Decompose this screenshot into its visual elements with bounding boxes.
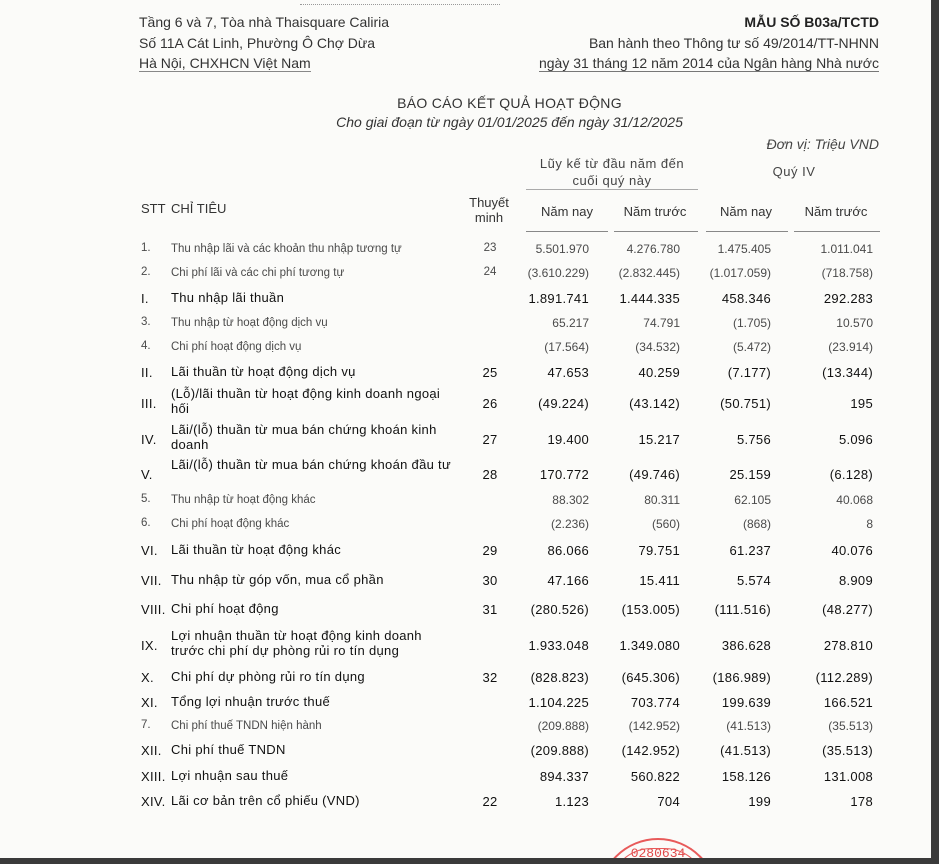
row-indicator: (Lỗ)/lãi thuần từ hoạt động kinh doanh ngoại hối xyxy=(171,386,441,416)
row-value-q4-previous: 178 xyxy=(850,794,873,809)
row-stt: I. xyxy=(141,291,149,306)
company-seal-text: 0280634 xyxy=(630,846,686,858)
row-stt: VI. xyxy=(141,543,158,558)
row-value-q4-current: (868) xyxy=(742,517,771,531)
row-value-ytd-previous: 4.276.780 xyxy=(626,242,680,256)
company-seal-inner-ring xyxy=(610,848,706,858)
row-value-ytd-previous: 79.751 xyxy=(638,543,680,558)
row-stt: XI. xyxy=(141,695,158,710)
company-seal xyxy=(598,838,718,858)
row-value-ytd-previous: 15.217 xyxy=(638,432,680,447)
form-number: MẪU SỐ B03a/TCTD xyxy=(744,14,879,30)
row-stt: IX. xyxy=(141,638,158,653)
row-note: 23 xyxy=(483,242,497,254)
row-note: 24 xyxy=(483,266,497,278)
row-value-ytd-previous: (49.746) xyxy=(629,467,680,482)
row-indicator: Thu nhập lãi và các khoản thu nhập tương tự xyxy=(171,243,402,255)
row-stt: XIII. xyxy=(141,769,166,784)
column-header-note-line2: minh xyxy=(474,210,504,225)
row-value-ytd-previous: 704 xyxy=(657,794,680,809)
report-period: Cho giai đoạn từ ngày 01/01/2025 đến ngày 31/12/2025 xyxy=(336,114,683,130)
row-value-q4-previous: 166.521 xyxy=(823,695,873,710)
row-stt: II. xyxy=(141,365,153,380)
row-indicator: Chi phí hoạt động xyxy=(171,601,279,616)
row-value-q4-current: 25.159 xyxy=(729,467,771,482)
column-group-ytd xyxy=(522,155,702,189)
row-value-q4-current: 386.628 xyxy=(721,638,771,653)
row-stt: IV. xyxy=(141,432,157,447)
column-header-stt: STT xyxy=(141,201,166,216)
row-value-q4-current: (41.513) xyxy=(720,743,771,758)
row-indicator: Lãi thuần từ hoạt động dịch vụ xyxy=(171,364,356,379)
row-value-ytd-previous: (142.952) xyxy=(628,719,680,733)
row-value-ytd-previous: (645.306) xyxy=(621,670,680,685)
row-value-ytd-previous: 74.791 xyxy=(643,316,680,330)
row-stt: VII. xyxy=(141,573,162,588)
column-header-note xyxy=(462,195,516,225)
column-header-ytd-previous: Năm trước xyxy=(623,204,687,219)
row-value-q4-previous: (112.289) xyxy=(815,670,873,685)
row-value-ytd-current: (3.610.229) xyxy=(527,266,589,280)
column-group-ytd-line1: Lũy kế từ đầu năm đến xyxy=(539,156,685,171)
row-value-q4-current: 61.237 xyxy=(729,543,771,558)
column-header-note-line1: Thuyết xyxy=(469,195,509,210)
row-value-q4-previous: (48.277) xyxy=(822,602,873,617)
row-indicator: Chi phí dự phòng rủi ro tín dụng xyxy=(171,669,365,684)
row-value-q4-previous: 40.068 xyxy=(836,493,873,507)
row-stt: III. xyxy=(141,396,157,411)
row-value-ytd-previous: 1.444.335 xyxy=(619,291,680,306)
column-header-q4-current: Năm nay xyxy=(719,204,773,219)
row-value-q4-previous: 131.008 xyxy=(823,769,873,784)
row-value-q4-current: (7.177) xyxy=(727,365,771,380)
row-value-q4-current: (50.751) xyxy=(720,396,771,411)
group-underline-ytd xyxy=(526,189,698,190)
row-value-q4-current: 199.639 xyxy=(721,695,771,710)
row-value-q4-current: 5.756 xyxy=(736,432,771,447)
row-value-ytd-previous: (34.532) xyxy=(635,340,680,354)
row-value-ytd-current: 5.501.970 xyxy=(535,242,589,256)
row-value-ytd-previous: (153.005) xyxy=(621,602,680,617)
row-stt: 7. xyxy=(141,719,151,731)
row-value-q4-current: 62.105 xyxy=(734,493,771,507)
row-indicator: Tổng lợi nhuận trước thuế xyxy=(171,694,330,709)
currency-unit: Đơn vị: Triệu VND xyxy=(766,136,879,152)
row-stt: V. xyxy=(141,467,153,482)
row-value-ytd-previous: (2.832.445) xyxy=(618,266,680,280)
column-group-ytd-line2: cuối quý này xyxy=(572,173,652,188)
row-stt: 1. xyxy=(141,242,151,254)
row-note: 25 xyxy=(482,365,498,380)
header-underline-3 xyxy=(706,231,788,232)
row-note: 29 xyxy=(482,543,498,558)
row-indicator: Thu nhập từ góp vốn, mua cổ phần xyxy=(171,572,384,587)
cropped-top-text xyxy=(300,0,500,5)
row-indicator: Lãi/(lỗ) thuần từ mua bán chứng khoán đầu tư xyxy=(171,457,451,472)
row-value-ytd-previous: 15.411 xyxy=(639,573,680,588)
row-value-ytd-previous: 40.259 xyxy=(638,365,680,380)
row-value-ytd-current: 1.123 xyxy=(554,794,589,809)
row-indicator: Thu nhập từ hoạt động khác xyxy=(171,494,316,506)
row-value-ytd-previous: (142.952) xyxy=(621,743,680,758)
row-value-q4-previous: 1.011.041 xyxy=(820,242,873,256)
row-value-q4-current: 458.346 xyxy=(721,291,771,306)
regulation-line: Ban hành theo Thông tư số 49/2014/TT-NHNN xyxy=(588,34,879,51)
row-value-ytd-previous: (43.142) xyxy=(629,396,680,411)
row-value-ytd-current: (209.888) xyxy=(537,719,589,733)
row-value-q4-previous: (718.758) xyxy=(821,266,873,280)
row-value-ytd-current: 894.337 xyxy=(539,769,589,784)
row-note: 32 xyxy=(482,670,498,685)
row-value-q4-current: 5.574 xyxy=(736,573,771,588)
row-stt: 2. xyxy=(141,266,151,278)
row-value-q4-previous: 195 xyxy=(850,396,873,411)
row-indicator: Chi phí hoạt động dịch vụ xyxy=(171,341,302,353)
row-value-q4-previous: 5.096 xyxy=(838,432,873,447)
row-indicator: Chi phí hoạt động khác xyxy=(171,518,290,530)
row-value-q4-previous: 292.283 xyxy=(823,291,873,306)
row-indicator: Chi phí thuế TNDN xyxy=(171,742,286,757)
row-value-ytd-current: (828.823) xyxy=(530,670,589,685)
row-indicator: Thu nhập lãi thuần xyxy=(171,290,285,305)
row-stt: XIV. xyxy=(141,794,166,809)
row-value-ytd-current: 1.891.741 xyxy=(528,291,589,306)
company-address xyxy=(139,12,389,74)
row-value-ytd-current: (49.224) xyxy=(538,396,589,411)
header-underline-4 xyxy=(794,231,880,232)
row-stt: 4. xyxy=(141,340,151,352)
row-indicator: Chi phí thuế TNDN hiện hành xyxy=(171,720,322,732)
row-value-q4-current: (41.513) xyxy=(726,719,771,733)
row-value-ytd-previous: (560) xyxy=(651,517,680,531)
row-note: 22 xyxy=(482,794,498,809)
row-value-ytd-previous: 560.822 xyxy=(630,769,680,784)
row-value-q4-current: 1.475.405 xyxy=(717,242,771,256)
row-value-q4-previous: 40.076 xyxy=(831,543,873,558)
row-note: 28 xyxy=(482,467,498,482)
column-header-ytd-current: Năm nay xyxy=(540,204,594,219)
row-value-ytd-current: 86.066 xyxy=(547,543,589,558)
row-value-ytd-current: 65.217 xyxy=(552,316,589,330)
row-value-q4-current: (1.017.059) xyxy=(709,266,771,280)
row-stt: X. xyxy=(141,670,154,685)
row-value-q4-previous: (23.914) xyxy=(828,340,873,354)
row-note: 31 xyxy=(482,602,498,617)
row-value-q4-previous: 8 xyxy=(866,517,873,531)
row-value-q4-previous: 10.570 xyxy=(836,316,873,330)
row-value-q4-current: (111.516) xyxy=(714,602,771,617)
row-value-ytd-current: 88.302 xyxy=(552,493,589,507)
row-value-q4-current: 199 xyxy=(748,794,771,809)
row-indicator: Chi phí lãi và các chi phí tương tự xyxy=(171,267,345,279)
row-value-ytd-current: 47.653 xyxy=(547,365,589,380)
report-title: BÁO CÁO KẾT QUẢ HOẠT ĐỘNG xyxy=(397,95,622,111)
row-value-q4-current: 158.126 xyxy=(721,769,771,784)
row-value-q4-current: (1.705) xyxy=(732,316,771,330)
row-value-q4-previous: 8.909 xyxy=(838,573,873,588)
row-value-q4-previous: (13.344) xyxy=(822,365,873,380)
row-value-ytd-current: (17.564) xyxy=(544,340,589,354)
row-value-q4-current: (186.989) xyxy=(712,670,771,685)
row-stt: 5. xyxy=(141,493,151,505)
row-note: 27 xyxy=(482,432,498,447)
regulation-date-line: ngày 31 tháng 12 năm 2014 của Ngân hàng Nhà nước xyxy=(538,55,879,71)
row-value-q4-previous: (35.513) xyxy=(828,719,873,733)
row-value-q4-previous: (6.128) xyxy=(829,467,873,482)
row-indicator: Lãi/(lỗ) thuần từ mua bán chứng khoán kinh doanh xyxy=(171,422,437,452)
row-value-ytd-current: 170.772 xyxy=(539,467,589,482)
row-stt: XII. xyxy=(141,743,162,758)
row-indicator: Thu nhập từ hoạt động dịch vụ xyxy=(171,317,328,329)
address-line-3: Hà Nội, CHXHCN Việt Nam xyxy=(139,55,311,71)
row-stt: VIII. xyxy=(141,602,166,617)
column-header-q4-previous: Năm trước xyxy=(804,204,868,219)
row-indicator: Lợi nhuận sau thuế xyxy=(171,768,289,783)
row-value-q4-previous: 278.810 xyxy=(823,638,873,653)
address-line-1: Tầng 6 và 7, Tòa nhà Thaisquare Caliria xyxy=(139,14,390,30)
row-note: 30 xyxy=(482,573,498,588)
row-indicator: Lãi thuần từ hoạt động khác xyxy=(171,542,342,557)
row-value-ytd-previous: 80.311 xyxy=(644,493,680,507)
row-value-ytd-current: 19.400 xyxy=(547,432,589,447)
row-value-q4-previous: (35.513) xyxy=(822,743,873,758)
row-value-ytd-current: 1.104.225 xyxy=(528,695,589,710)
form-reference xyxy=(539,12,879,74)
row-stt: 6. xyxy=(141,517,151,529)
column-group-quarter: Quý IV xyxy=(772,164,816,179)
header-underline-1 xyxy=(526,231,608,232)
row-indicator: Lãi cơ bản trên cổ phiếu (VND) xyxy=(171,793,360,808)
address-line-2: Số 11A Cát Linh, Phường Ô Chợ Dừa xyxy=(139,34,376,51)
row-value-q4-current: (5.472) xyxy=(732,340,771,354)
row-stt: 3. xyxy=(141,316,151,328)
column-header-indicator: CHỈ TIÊU xyxy=(171,201,227,216)
row-value-ytd-current: 47.166 xyxy=(547,573,589,588)
row-value-ytd-current: (209.888) xyxy=(530,743,589,758)
row-value-ytd-previous: 703.774 xyxy=(630,695,680,710)
row-indicator: Lợi nhuận thuần từ hoạt động kinh doanh trước chi phí dự phòng rủi ro tín dụng xyxy=(171,628,422,658)
row-note: 26 xyxy=(482,396,498,411)
row-value-ytd-current: (2.236) xyxy=(550,517,589,531)
row-value-ytd-previous: 1.349.080 xyxy=(619,638,680,653)
row-value-ytd-current: 1.933.048 xyxy=(528,638,589,653)
header-underline-2 xyxy=(614,231,698,232)
row-value-ytd-current: (280.526) xyxy=(530,602,589,617)
